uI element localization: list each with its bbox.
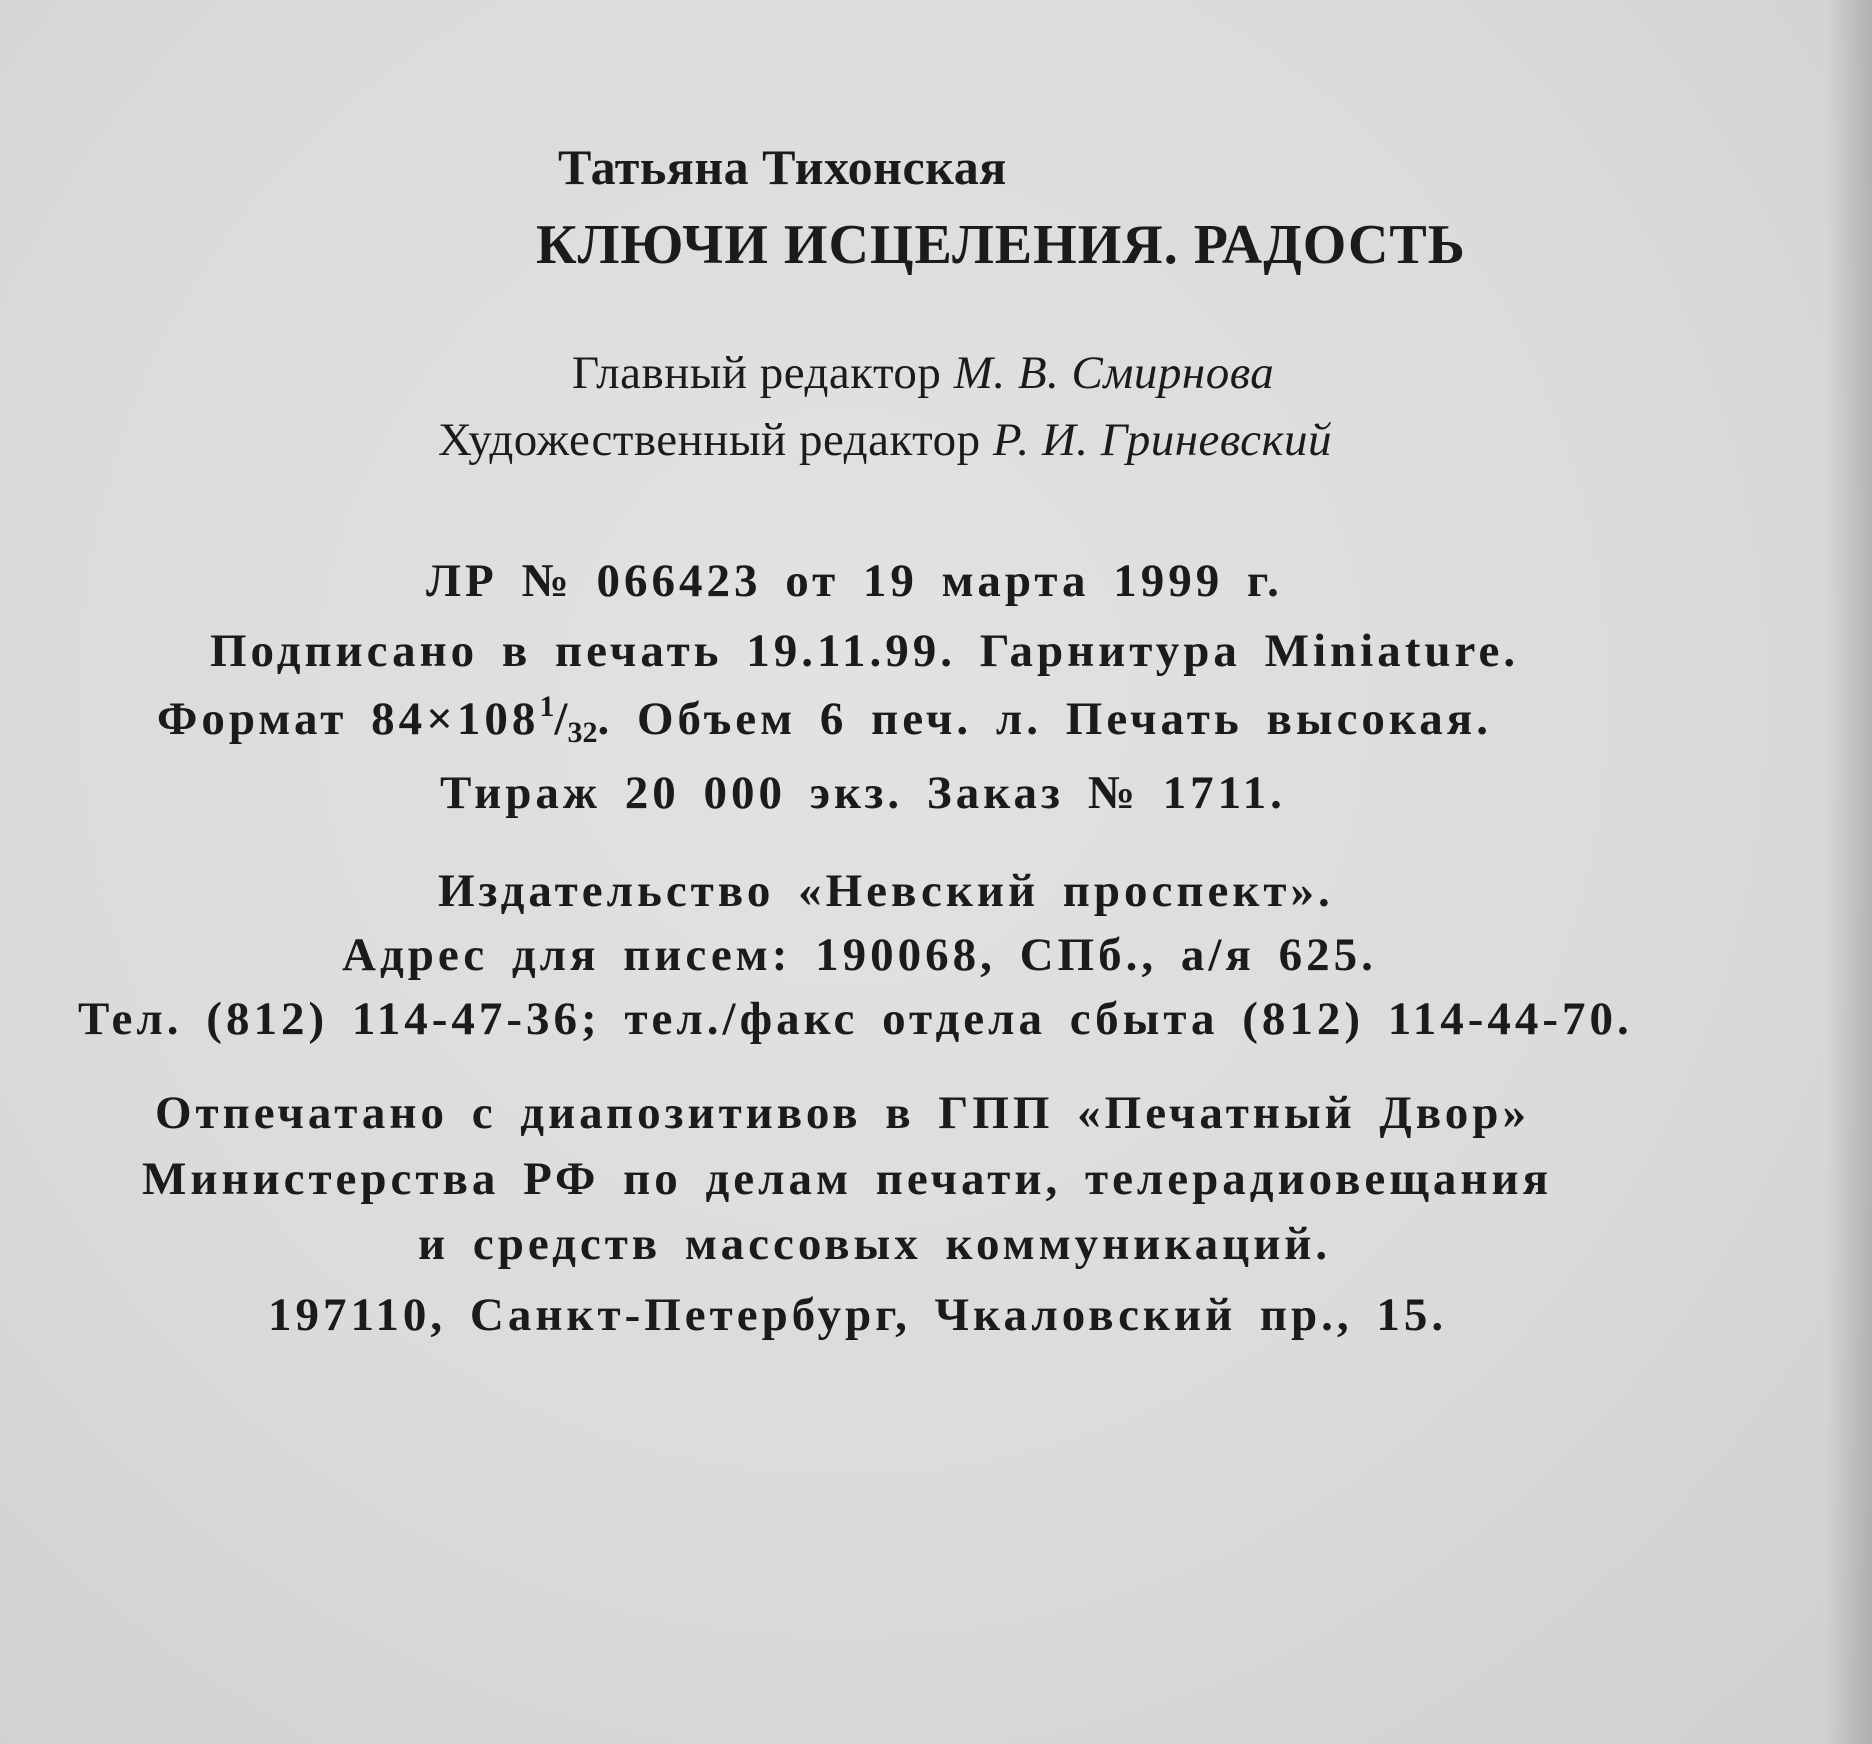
art-editor-name: Р. И. Гриневский	[992, 414, 1333, 466]
book-title: КЛЮЧИ ИСЦЕЛЕНИЯ. РАДОСТЬ	[536, 214, 1466, 276]
format-fraction-numerator: 1	[539, 690, 555, 723]
author-name: Татьяна Тихонская	[558, 139, 1007, 195]
format-fraction-denominator: 32	[567, 716, 598, 749]
license-line: ЛР № 066423 от 19 марта 1999 г.	[426, 555, 1283, 607]
signed-to-print-line: Подписано в печать 19.11.99. Гарнитура Miniature.	[210, 625, 1520, 677]
publisher-phones: Тел. (812) 114-47-36; тел./факс отдела сбыта (812) 114-44-70.	[78, 993, 1633, 1045]
printer-line-2: Министерства РФ по делам печати, телерадиовещания	[142, 1153, 1552, 1205]
chief-editor-label: Главный редактор	[572, 347, 954, 399]
printer-line-4: 197110, Санкт-Петербург, Чкаловский пр., 15.	[268, 1289, 1448, 1341]
publisher-name: Издательство «Невский проспект».	[438, 865, 1334, 917]
page-edge-shadow	[1826, 0, 1872, 1744]
chief-editor-name: М. В. Смирнова	[953, 347, 1275, 399]
format-prefix: Формат 84×108	[157, 693, 540, 745]
format-line	[157, 692, 1872, 748]
print-run-line: Тираж 20 000 экз. Заказ № 1711.	[440, 767, 1286, 819]
format-fraction-slash: /	[554, 693, 568, 745]
printer-line-1: Отпечатано с диапозитивов в ГПП «Печатный Двор»	[155, 1087, 1530, 1139]
art-editor-line	[438, 414, 1872, 466]
printer-line-3: и средств массовых коммуникаций.	[418, 1218, 1332, 1270]
format-suffix: . Объем 6 печ. л. Печать высокая.	[597, 693, 1492, 745]
art-editor-label: Художественный редактор	[438, 414, 993, 466]
publisher-address: Адрес для писем: 190068, СПб., а/я 625.	[342, 929, 1377, 981]
chief-editor-line	[572, 347, 1872, 399]
